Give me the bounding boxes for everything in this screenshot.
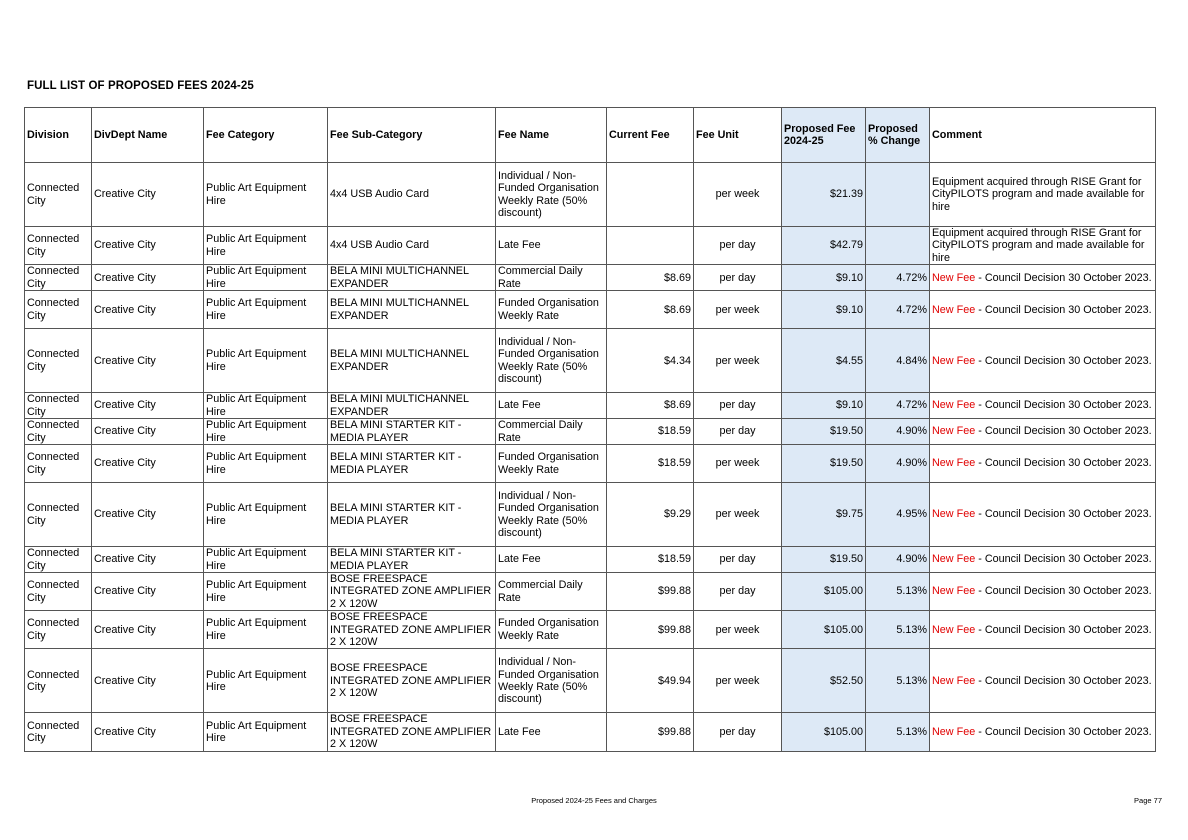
comment-text: - Council Decision 30 October 2023. bbox=[975, 725, 1152, 738]
cell-comment bbox=[930, 393, 1156, 419]
cell-fee-unit: per day bbox=[694, 547, 782, 573]
cell-divdept-name: Creative City bbox=[92, 419, 204, 445]
cell-division: Connected City bbox=[25, 163, 92, 227]
cell-divdept-name: Creative City bbox=[92, 573, 204, 611]
cell-fee-category: Public Art Equipment Hire bbox=[204, 445, 328, 483]
cell-fee-unit: per week bbox=[694, 329, 782, 393]
cell-fee-name: Individual / Non-Funded Organisation Weekly Rate (50% discount) bbox=[496, 163, 607, 227]
cell-division: Connected City bbox=[25, 265, 92, 291]
cell-fee-sub-category: 4x4 USB Audio Card bbox=[328, 227, 496, 265]
cell-fee-category: Public Art Equipment Hire bbox=[204, 227, 328, 265]
cell-fee-category: Public Art Equipment Hire bbox=[204, 483, 328, 547]
cell-current-fee: $99.88 bbox=[607, 713, 694, 751]
cell-proposed-fee: $19.50 bbox=[782, 419, 866, 445]
cell-fee-category: Public Art Equipment Hire bbox=[204, 611, 328, 649]
header-division: Division bbox=[25, 108, 92, 163]
cell-fee-name: Late Fee bbox=[496, 547, 607, 573]
cell-current-fee: $18.59 bbox=[607, 547, 694, 573]
table-row bbox=[25, 547, 1156, 573]
fees-table bbox=[24, 107, 1156, 752]
cell-fee-unit: per week bbox=[694, 649, 782, 713]
comment-text: Equipment acquired through RISE Grant for CityPILOTS program and made available for hire bbox=[932, 175, 1145, 213]
cell-fee-sub-category: BELA MINI MULTICHANNEL EXPANDER bbox=[328, 329, 496, 393]
header-fee-sub-category: Fee Sub-Category bbox=[328, 108, 496, 163]
cell-divdept-name: Creative City bbox=[92, 611, 204, 649]
cell-fee-unit: per day bbox=[694, 227, 782, 265]
cell-divdept-name: Creative City bbox=[92, 649, 204, 713]
comment-text: - Council Decision 30 October 2023. bbox=[975, 354, 1152, 367]
cell-fee-sub-category: BELA MINI STARTER KIT - MEDIA PLAYER bbox=[328, 445, 496, 483]
comment-text: - Council Decision 30 October 2023. bbox=[975, 585, 1152, 598]
comment-text: Equipment acquired through RISE Grant for CityPILOTS program and made available for hire bbox=[932, 227, 1145, 264]
cell-divdept-name: Creative City bbox=[92, 547, 204, 573]
cell-current-fee: $8.69 bbox=[607, 393, 694, 419]
cell-current-fee: $18.59 bbox=[607, 445, 694, 483]
cell-current-fee: $99.88 bbox=[607, 573, 694, 611]
cell-fee-unit: per day bbox=[694, 713, 782, 751]
cell-divdept-name: Creative City bbox=[92, 393, 204, 419]
table-row bbox=[25, 445, 1156, 483]
cell-comment bbox=[930, 649, 1156, 713]
cell-fee-category: Public Art Equipment Hire bbox=[204, 573, 328, 611]
comment-text: - Council Decision 30 October 2023. bbox=[975, 623, 1152, 636]
cell-division: Connected City bbox=[25, 291, 92, 329]
cell-proposed-change bbox=[866, 163, 930, 227]
cell-division: Connected City bbox=[25, 547, 92, 573]
fee-rows bbox=[25, 163, 1156, 752]
cell-fee-sub-category: BELA MINI STARTER KIT - MEDIA PLAYER bbox=[328, 419, 496, 445]
cell-fee-category: Public Art Equipment Hire bbox=[204, 291, 328, 329]
cell-comment bbox=[930, 445, 1156, 483]
cell-fee-unit: per day bbox=[694, 393, 782, 419]
cell-proposed-fee: $9.10 bbox=[782, 265, 866, 291]
cell-fee-category: Public Art Equipment Hire bbox=[204, 713, 328, 751]
table-header-row bbox=[25, 108, 1156, 163]
table-row bbox=[25, 483, 1156, 547]
cell-division: Connected City bbox=[25, 713, 92, 751]
new-fee-tag: New Fee bbox=[932, 399, 976, 412]
cell-proposed-change bbox=[866, 227, 930, 265]
new-fee-tag: New Fee bbox=[932, 725, 976, 738]
header-proposed-fee: Proposed Fee 2024-25 bbox=[782, 108, 866, 163]
cell-comment bbox=[930, 483, 1156, 547]
cell-divdept-name: Creative City bbox=[92, 713, 204, 751]
cell-proposed-fee: $52.50 bbox=[782, 649, 866, 713]
cell-fee-unit: per day bbox=[694, 419, 782, 445]
cell-proposed-change: 5.13% bbox=[866, 713, 930, 751]
cell-division: Connected City bbox=[25, 483, 92, 547]
cell-fee-name: Individual / Non-Funded Organisation Weekly Rate (50% discount) bbox=[496, 329, 607, 393]
cell-comment bbox=[930, 291, 1156, 329]
comment-text: - Council Decision 30 October 2023. bbox=[975, 508, 1152, 521]
comment-text: - Council Decision 30 October 2023. bbox=[975, 674, 1152, 687]
table-row bbox=[25, 393, 1156, 419]
new-fee-tag: New Fee bbox=[932, 623, 976, 636]
table-row bbox=[25, 649, 1156, 713]
cell-proposed-fee: $19.50 bbox=[782, 445, 866, 483]
cell-division: Connected City bbox=[25, 611, 92, 649]
cell-proposed-change: 4.84% bbox=[866, 329, 930, 393]
cell-current-fee bbox=[607, 227, 694, 265]
cell-comment bbox=[930, 163, 1156, 227]
cell-division: Connected City bbox=[25, 393, 92, 419]
header-fee-unit: Fee Unit bbox=[694, 108, 782, 163]
table-row bbox=[25, 291, 1156, 329]
cell-current-fee: $9.29 bbox=[607, 483, 694, 547]
cell-proposed-fee: $105.00 bbox=[782, 573, 866, 611]
cell-proposed-change: 5.13% bbox=[866, 649, 930, 713]
cell-proposed-fee: $9.75 bbox=[782, 483, 866, 547]
cell-comment bbox=[930, 547, 1156, 573]
cell-proposed-fee: $105.00 bbox=[782, 611, 866, 649]
cell-proposed-fee: $42.79 bbox=[782, 227, 866, 265]
cell-division: Connected City bbox=[25, 419, 92, 445]
new-fee-tag: New Fee bbox=[932, 271, 976, 284]
header-proposed-change: Proposed % Change bbox=[866, 108, 930, 163]
cell-proposed-change: 4.90% bbox=[866, 445, 930, 483]
page-title: FULL LIST OF PROPOSED FEES 2024-25 bbox=[27, 80, 254, 92]
cell-comment bbox=[930, 265, 1156, 291]
comment-text: - Council Decision 30 October 2023. bbox=[975, 553, 1152, 566]
cell-fee-name: Commercial Daily Rate bbox=[496, 573, 607, 611]
comment-text: - Council Decision 30 October 2023. bbox=[975, 399, 1152, 412]
header-fee-category: Fee Category bbox=[204, 108, 328, 163]
cell-proposed-fee: $9.10 bbox=[782, 291, 866, 329]
cell-comment bbox=[930, 419, 1156, 445]
cell-division: Connected City bbox=[25, 573, 92, 611]
cell-fee-sub-category: BELA MINI MULTICHANNEL EXPANDER bbox=[328, 265, 496, 291]
cell-proposed-fee: $21.39 bbox=[782, 163, 866, 227]
cell-proposed-fee: $4.55 bbox=[782, 329, 866, 393]
cell-fee-unit: per week bbox=[694, 163, 782, 227]
cell-fee-sub-category: BOSE FREESPACE INTEGRATED ZONE AMPLIFIER 2 X 120W bbox=[328, 713, 496, 751]
cell-fee-sub-category: BOSE FREESPACE INTEGRATED ZONE AMPLIFIER 2 X 120W bbox=[328, 573, 496, 611]
footer-title: Proposed 2024-25 Fees and Charges bbox=[531, 796, 657, 805]
table-row bbox=[25, 713, 1156, 751]
cell-fee-category: Public Art Equipment Hire bbox=[204, 419, 328, 445]
cell-current-fee: $18.59 bbox=[607, 419, 694, 445]
comment-text: - Council Decision 30 October 2023. bbox=[975, 425, 1152, 438]
new-fee-tag: New Fee bbox=[932, 508, 976, 521]
new-fee-tag: New Fee bbox=[932, 303, 976, 316]
comment-text: - Council Decision 30 October 2023. bbox=[975, 271, 1152, 284]
cell-fee-category: Public Art Equipment Hire bbox=[204, 265, 328, 291]
cell-fee-unit: per day bbox=[694, 573, 782, 611]
cell-division: Connected City bbox=[25, 649, 92, 713]
comment-text: - Council Decision 30 October 2023. bbox=[975, 303, 1152, 316]
cell-divdept-name: Creative City bbox=[92, 483, 204, 547]
cell-current-fee: $99.88 bbox=[607, 611, 694, 649]
cell-fee-name: Funded Organisation Weekly Rate bbox=[496, 445, 607, 483]
table-row bbox=[25, 163, 1156, 227]
cell-fee-name: Funded Organisation Weekly Rate bbox=[496, 611, 607, 649]
cell-proposed-change: 4.90% bbox=[866, 419, 930, 445]
cell-fee-sub-category: BOSE FREESPACE INTEGRATED ZONE AMPLIFIER 2 X 120W bbox=[328, 611, 496, 649]
table-row bbox=[25, 573, 1156, 611]
cell-fee-name: Commercial Daily Rate bbox=[496, 419, 607, 445]
new-fee-tag: New Fee bbox=[932, 425, 976, 438]
cell-proposed-change: 4.90% bbox=[866, 547, 930, 573]
cell-fee-unit: per week bbox=[694, 483, 782, 547]
page-number: Page 77 bbox=[1134, 796, 1162, 805]
cell-proposed-change: 5.13% bbox=[866, 573, 930, 611]
header-fee-name: Fee Name bbox=[496, 108, 607, 163]
cell-division: Connected City bbox=[25, 445, 92, 483]
cell-fee-name: Late Fee bbox=[496, 227, 607, 265]
cell-current-fee: $8.69 bbox=[607, 265, 694, 291]
cell-divdept-name: Creative City bbox=[92, 265, 204, 291]
cell-fee-sub-category: BOSE FREESPACE INTEGRATED ZONE AMPLIFIER 2 X 120W bbox=[328, 649, 496, 713]
cell-fee-category: Public Art Equipment Hire bbox=[204, 329, 328, 393]
table-row bbox=[25, 329, 1156, 393]
cell-division: Connected City bbox=[25, 227, 92, 265]
cell-divdept-name: Creative City bbox=[92, 445, 204, 483]
cell-fee-name: Funded Organisation Weekly Rate bbox=[496, 291, 607, 329]
cell-divdept-name: Creative City bbox=[92, 291, 204, 329]
cell-fee-name: Late Fee bbox=[496, 713, 607, 751]
new-fee-tag: New Fee bbox=[932, 553, 976, 566]
cell-current-fee: $4.34 bbox=[607, 329, 694, 393]
cell-divdept-name: Creative City bbox=[92, 227, 204, 265]
cell-fee-unit: per week bbox=[694, 611, 782, 649]
new-fee-tag: New Fee bbox=[932, 457, 976, 470]
cell-fee-name: Individual / Non-Funded Organisation Weekly Rate (50% discount) bbox=[496, 483, 607, 547]
cell-fee-category: Public Art Equipment Hire bbox=[204, 649, 328, 713]
header-current-fee: Current Fee bbox=[607, 108, 694, 163]
cell-comment bbox=[930, 611, 1156, 649]
comment-text: - Council Decision 30 October 2023. bbox=[975, 457, 1152, 470]
cell-comment bbox=[930, 227, 1156, 265]
cell-fee-sub-category: BELA MINI MULTICHANNEL EXPANDER bbox=[328, 291, 496, 329]
header-comment: Comment bbox=[930, 108, 1156, 163]
header-divdept-name: DivDept Name bbox=[92, 108, 204, 163]
cell-fee-name: Commercial Daily Rate bbox=[496, 265, 607, 291]
cell-division: Connected City bbox=[25, 329, 92, 393]
table-row bbox=[25, 419, 1156, 445]
cell-fee-sub-category: BELA MINI STARTER KIT - MEDIA PLAYER bbox=[328, 483, 496, 547]
new-fee-tag: New Fee bbox=[932, 354, 976, 367]
cell-fee-category: Public Art Equipment Hire bbox=[204, 393, 328, 419]
cell-proposed-change: 4.72% bbox=[866, 291, 930, 329]
cell-current-fee bbox=[607, 163, 694, 227]
cell-proposed-fee: $9.10 bbox=[782, 393, 866, 419]
new-fee-tag: New Fee bbox=[932, 674, 976, 687]
cell-current-fee: $8.69 bbox=[607, 291, 694, 329]
cell-comment bbox=[930, 713, 1156, 751]
cell-comment bbox=[930, 329, 1156, 393]
cell-current-fee: $49.94 bbox=[607, 649, 694, 713]
table-row bbox=[25, 227, 1156, 265]
cell-fee-category: Public Art Equipment Hire bbox=[204, 163, 328, 227]
cell-fee-category: Public Art Equipment Hire bbox=[204, 547, 328, 573]
cell-proposed-change: 4.72% bbox=[866, 265, 930, 291]
cell-divdept-name: Creative City bbox=[92, 329, 204, 393]
cell-proposed-fee: $105.00 bbox=[782, 713, 866, 751]
table-row bbox=[25, 611, 1156, 649]
cell-fee-name: Late Fee bbox=[496, 393, 607, 419]
cell-comment bbox=[930, 573, 1156, 611]
cell-fee-name: Individual / Non-Funded Organisation Weekly Rate (50% discount) bbox=[496, 649, 607, 713]
cell-proposed-change: 4.72% bbox=[866, 393, 930, 419]
cell-divdept-name: Creative City bbox=[92, 163, 204, 227]
new-fee-tag: New Fee bbox=[932, 585, 976, 598]
table-row bbox=[25, 265, 1156, 291]
cell-fee-unit: per week bbox=[694, 445, 782, 483]
cell-fee-unit: per day bbox=[694, 265, 782, 291]
cell-fee-sub-category: BELA MINI MULTICHANNEL EXPANDER bbox=[328, 393, 496, 419]
cell-fee-sub-category: 4x4 USB Audio Card bbox=[328, 163, 496, 227]
cell-fee-sub-category: BELA MINI STARTER KIT - MEDIA PLAYER bbox=[328, 547, 496, 573]
cell-fee-unit: per week bbox=[694, 291, 782, 329]
cell-proposed-change: 4.95% bbox=[866, 483, 930, 547]
cell-proposed-fee: $19.50 bbox=[782, 547, 866, 573]
cell-proposed-change: 5.13% bbox=[866, 611, 930, 649]
